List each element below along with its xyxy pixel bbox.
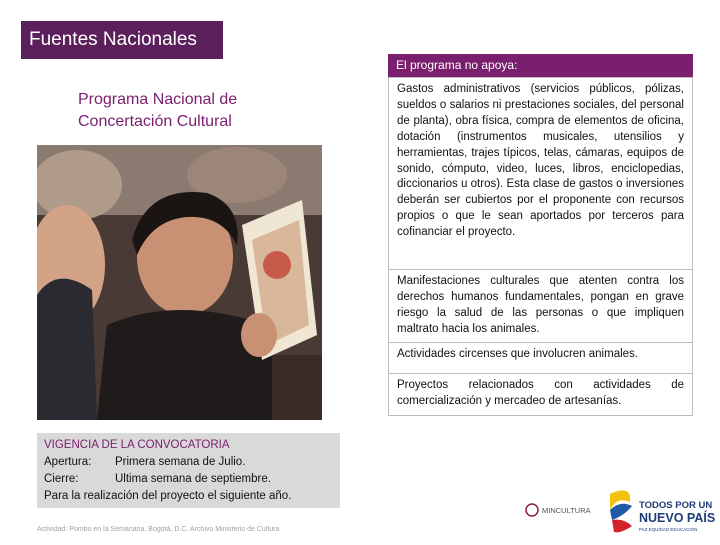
- logos-graphic: [512, 480, 720, 540]
- not-supported-panel: [388, 54, 693, 416]
- gov-line2: NUEVO PAÍS: [639, 511, 716, 525]
- page-title: Fuentes Nacionales: [21, 21, 223, 59]
- cierre-row: [44, 471, 340, 488]
- mincultura-logo: MINCULTURA: [542, 506, 591, 515]
- photo-caption: Actividad: Pombo en la Semanana. Bogotá, D.C. Archivo Ministerio de Cultura: [37, 526, 280, 533]
- photo-children-reading: [37, 145, 322, 420]
- gov-line3: PAZ EQUIDAD EDUCACIÓN: [639, 527, 698, 532]
- photo-illustration: [37, 145, 322, 420]
- program-name: Programa Nacional de Concertación Cultural: [78, 91, 238, 130]
- gov-line1: TODOS POR UN: [639, 500, 713, 511]
- panel-item: Gastos administrativos (servicios públicos, pólizas, sueldos o salarios ni prestaciones sociales, del personal de planta), obra física, compra de elementos de oficina, dotación (instrumentos musicales, utensilios y herramientas, trajes típicos, telas, cámaras, equipos de sonido, cómputo, video, luces, libros, enciclopedias, diccionarios u otros). Esta clase de gastos o inversiones deberán ser cubiertos por el proponente con recursos propios o que le sean aportados por terceros para cofinanciar el proyecto.: [388, 77, 693, 270]
- cierre-value: Ultima semana de septiembre.: [115, 473, 271, 485]
- panel-title: El programa no apoya:: [388, 54, 693, 77]
- panel-item: Manifestaciones culturales que atenten contra los derechos humanos fundamentales, pongan en grave riesgo la salud de las personas o que impliquen maltrato hacia los animales.: [388, 270, 693, 343]
- apertura-row: [44, 454, 340, 471]
- vigencia-title: VIGENCIA DE LA CONVOCATORIA: [44, 439, 230, 451]
- footer-logos: [512, 480, 720, 540]
- vigencia-box: [37, 433, 340, 508]
- panel-item: Proyectos relacionados con actividades de comercialización y mercadeo de artesanías.: [388, 374, 693, 416]
- apertura-label: Apertura:: [44, 456, 92, 468]
- vigencia-note: Para la realización del proyecto el siguiente año.: [44, 490, 292, 502]
- panel-item: Actividades circenses que involucren animales.: [388, 343, 693, 374]
- cierre-label: Cierre:: [44, 473, 79, 485]
- mincultura-seal-icon: [526, 504, 538, 516]
- apertura-value: Primera semana de Julio.: [115, 456, 246, 468]
